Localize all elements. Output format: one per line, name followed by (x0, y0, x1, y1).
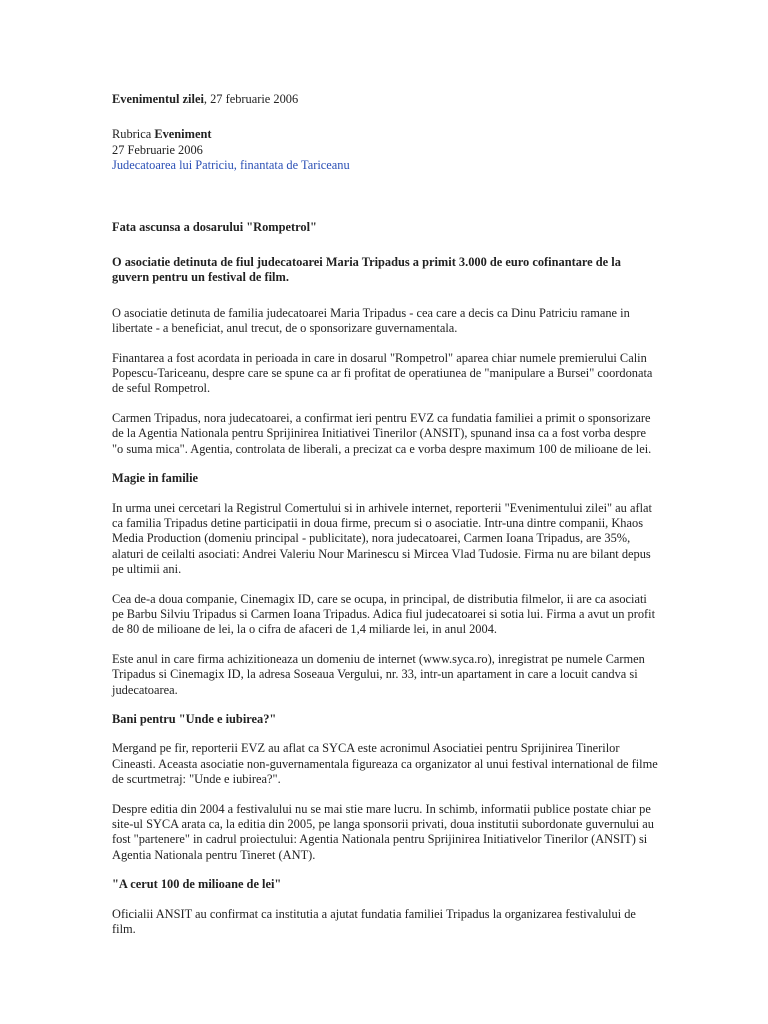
article-content (112, 92, 658, 951)
paragraph: Oficialii ANSIT au confirmat ca institutia a ajutat fundatia familiei Tripadus la organizarea festivalului de film. (112, 906, 636, 937)
paragraph: Este anul in care firma achizitioneaza un domeniu de internet (www.syca.ro), inregistrat pe numele Carmen Tripadus si Cinemagix ID, la adresa Soseaua Vergului, nr. 33, intr-un apartament in care a locuit candva si judecatoarea. (112, 651, 645, 697)
rubrica-block (112, 127, 658, 173)
article-title: Fata ascunsa a dosarului "Rompetrol" (112, 219, 317, 234)
source-line (112, 92, 658, 107)
paragraph: Mergand pe fir, reporterii EVZ au aflat ca SYCA este acronimul Asociatiei pentru Sprijinirea Tinerilor Cineasti. Aceasta asociatie non-guvernamentala figureaza ca organizator al unui festival international de filme de scurtmetraj: "Unde e iubirea?". (112, 741, 658, 787)
paragraph: Carmen Tripadus, nora judecatoarei, a confirmat ieri pentru EVZ ca fundatia familiei a primit o sponsorizare de la Agentia Nationala pentru Sprijinirea Initiativei Tinerilor (ANSIT), spunand insa ca a fost vorba despre "o suma mica". Agentia, controlata de liberali, a precizat ca e vorba despre maximum 100 de milioane de lei. (112, 410, 652, 456)
rubrica-link-line (112, 158, 658, 173)
paragraph: In urma unei cercetari la Registrul Comertului si in arhivele internet, reporterii "Evenimentului zilei" au aflat ca familia Tripadus detine participatii in doua firme, precum si o asociatie. Intr-una dintre companii, Khaos Media Production (domeniu principal - publicitate), nora judecatoarei, Carmen Ioana Tripadus, are 35%, alaturi de ceilalti asociati: Andrei Valeriu Nour Marinescu si Mircea Vlad Tudosie. Firma nu are bilant depus pe ultimii ani. (112, 500, 652, 577)
section-heading: "A cerut 100 de milioane de lei" (112, 877, 282, 892)
publication-name: Evenimentul zilei (112, 92, 204, 106)
rubrica-line (112, 127, 658, 142)
publication-date: , 27 februarie 2006 (203, 92, 299, 106)
paragraph: Finantarea a fost acordata in perioada in care in dosarul "Rompetrol" aparea chiar numele premierului Calin Popescu-Tariceanu, despre care se spune ca ar fi profitat de operatiunea de "manipulare a Bursei" coordonata de seful Rompetrol. (112, 350, 653, 396)
paragraph: Despre editia din 2004 a festivalului nu se mai stie mare lucru. In schimb, informatii publice postate chiar pe site-ul SYCA arata ca, la editia din 2005, pe langa sponsorii privati, doua institutii subordonate guvernului au fost "partenere" in cadrul proiectului: Agentia Nationala pentru Sprijinirea Initiativelor Tinerilor (ANSIT) si Agentia Nationala pentru Tineret (ANT). (112, 801, 654, 862)
article-lead: O asociatie detinuta de fiul judecatoarei Maria Tripadus a primit 3.000 de euro cofinantare de la guvern pentru un festival de film. (112, 255, 621, 285)
related-article-link[interactable]: Judecatoarea lui Patriciu, finantata de Tariceanu (112, 158, 350, 173)
rubrica-name: Eveniment (154, 127, 212, 142)
rubrica-prefix: Rubrica (112, 127, 155, 142)
paragraph: Cea de-a doua companie, Cinemagix ID, care se ocupa, in principal, de distributia filmelor, ii are ca asociati pe Barbu Silviu Tripadus si Carmen Ioana Tripadus. Adica fiul judecatoarei si sotia lui. Firma a avut un profit de 80 de milioane de lei, la o cifra de afaceri de 1,4 miliarde lei, in anul 2004. (112, 591, 656, 637)
rubrica-date: 27 Februarie 2006 (112, 142, 203, 157)
section-heading: Magie in familie (112, 471, 199, 486)
section-heading: Bani pentru "Unde e iubirea?" (112, 711, 277, 726)
paragraph: O asociatie detinuta de familia judecatoarei Maria Tripadus - cea care a decis ca Dinu Patriciu ramane in libertate - a beneficiat, anul trecut, de o sponsorizare guvernamentala. (112, 305, 630, 336)
source-header (112, 92, 658, 107)
